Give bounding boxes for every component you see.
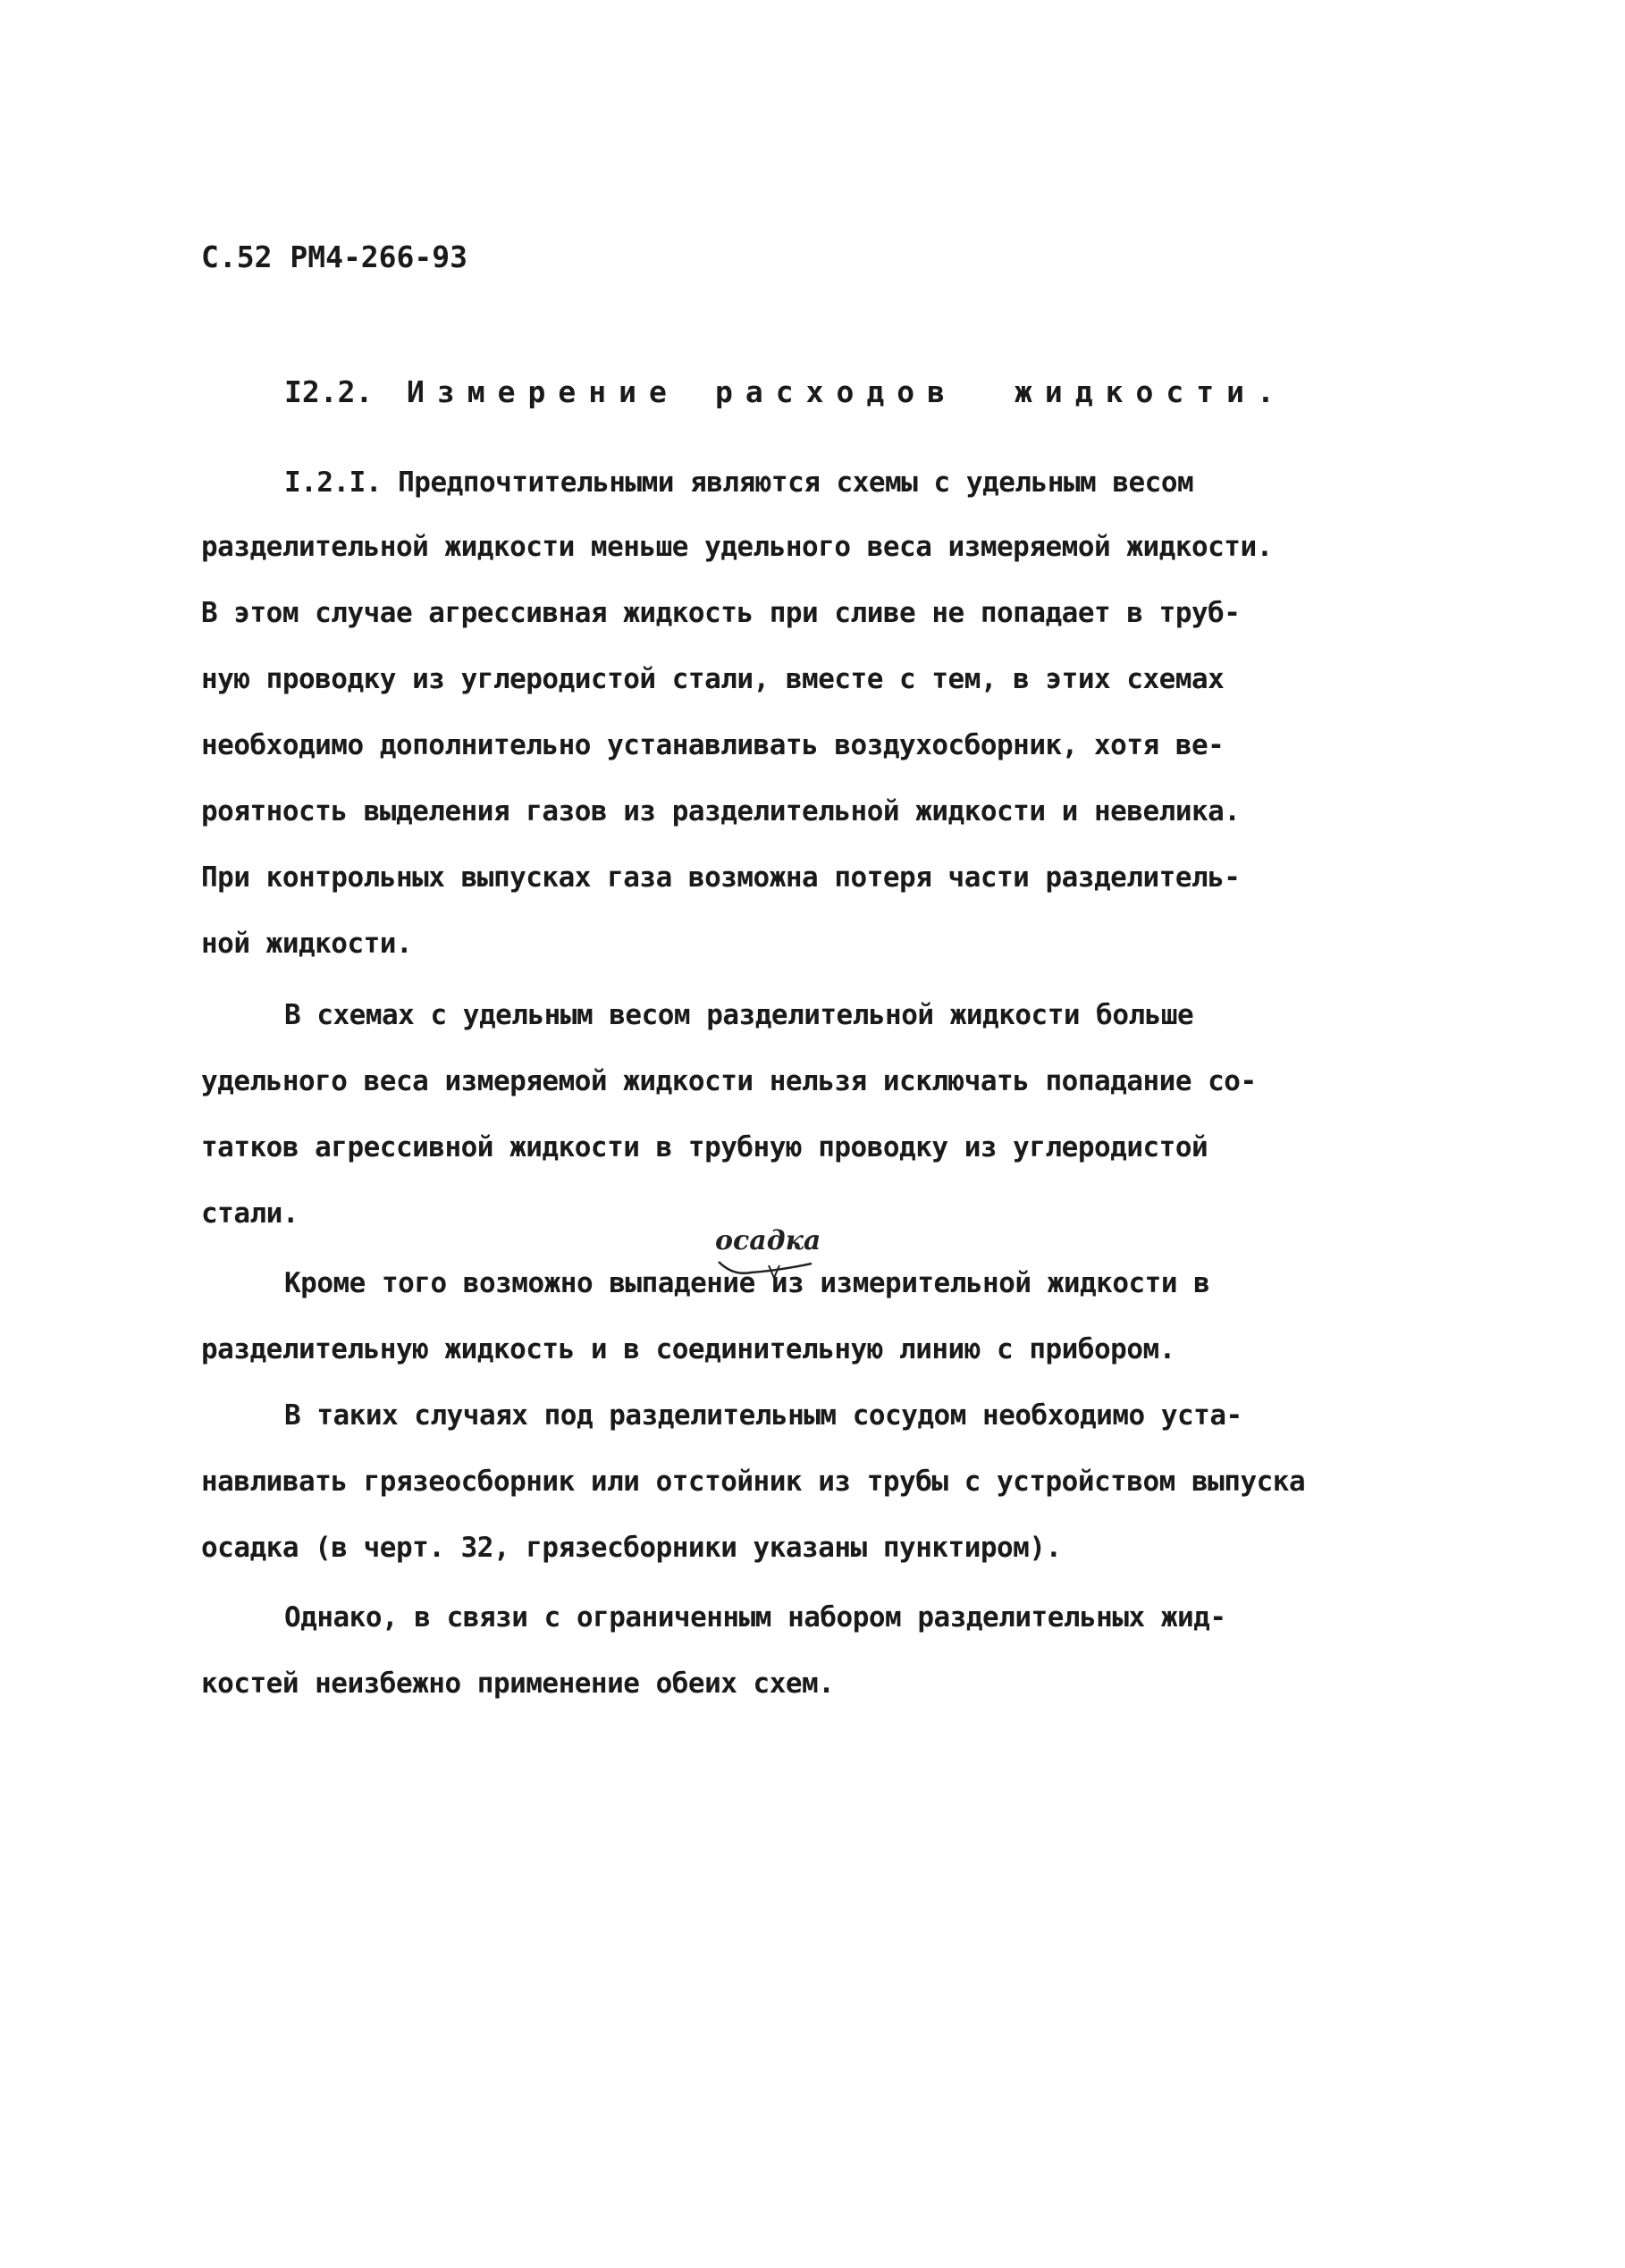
paragraph-2-line-4: стали. (201, 1197, 299, 1230)
paragraph-1-line-6: роятность выделения газов из разделительной жидкости и невелика. (201, 795, 1241, 827)
section-title-word-2: расходов (715, 374, 957, 409)
paragraph-1-line-1: I.2.I. Предпочтительными являются схемы с удельным весом (284, 466, 1194, 499)
paragraph-1-line-3: В этом случае агрессивная жидкость при сливе не попадает в труб- (201, 597, 1241, 629)
handwritten-insertion: осадка (715, 1225, 821, 1256)
paragraph-3-line-2: разделительную жидкость и в соединительную линию с прибором. (201, 1333, 1175, 1365)
paragraph-4-line-3: осадка (в черт. 32, грязесборники указаны пунктиром). (201, 1532, 1062, 1564)
paragraph-5-line-2: костей неизбежно применение обеих схем. (201, 1667, 835, 1700)
paragraph-2-line-2: удельного веса измеряемой жидкости нельзя исключать попадание со- (201, 1065, 1257, 1097)
paragraph-2-line-3: татков агрессивной жидкости в трубную проводку из углеродистой (201, 1131, 1208, 1163)
paragraph-1-line-2: разделительной жидкости меньше удельного веса измеряемой жидкости. (201, 531, 1273, 563)
section-title-word-1: Измерение (407, 374, 679, 409)
paragraph-1-line-5: необходимо дополнительно устанавливать воздухосборник, хотя ве- (201, 729, 1225, 761)
section-number: I2.2. (284, 374, 374, 409)
paragraph-2-line-1: В схемах с удельным весом разделительной жидкости больше (284, 999, 1194, 1031)
paragraph-3-line-1: Кроме того возможно выпадение из измерительной жидкости в (284, 1267, 1210, 1299)
section-title-word-3: жидкости. (1015, 374, 1287, 409)
paragraph-1-line-8: ной жидкости. (201, 928, 413, 960)
paragraph-4-line-2: навливать грязеосборник или отстойник из трубы с устройством выпуска (201, 1466, 1306, 1498)
paragraph-4-line-1: В таких случаях под разделительным сосудом необходимо уста- (284, 1399, 1242, 1432)
page-header: С.52 РМ4-266-93 (201, 239, 468, 274)
paragraph-5-line-1: Однако, в связи с ограниченным набором разделительных жид- (284, 1601, 1226, 1634)
paragraph-1-line-4: ную проводку из углеродистой стали, вместе с тем, в этих схемах (201, 663, 1225, 695)
paragraph-1-line-7: При контрольных выпусках газа возможна потеря части разделитель- (201, 861, 1241, 894)
